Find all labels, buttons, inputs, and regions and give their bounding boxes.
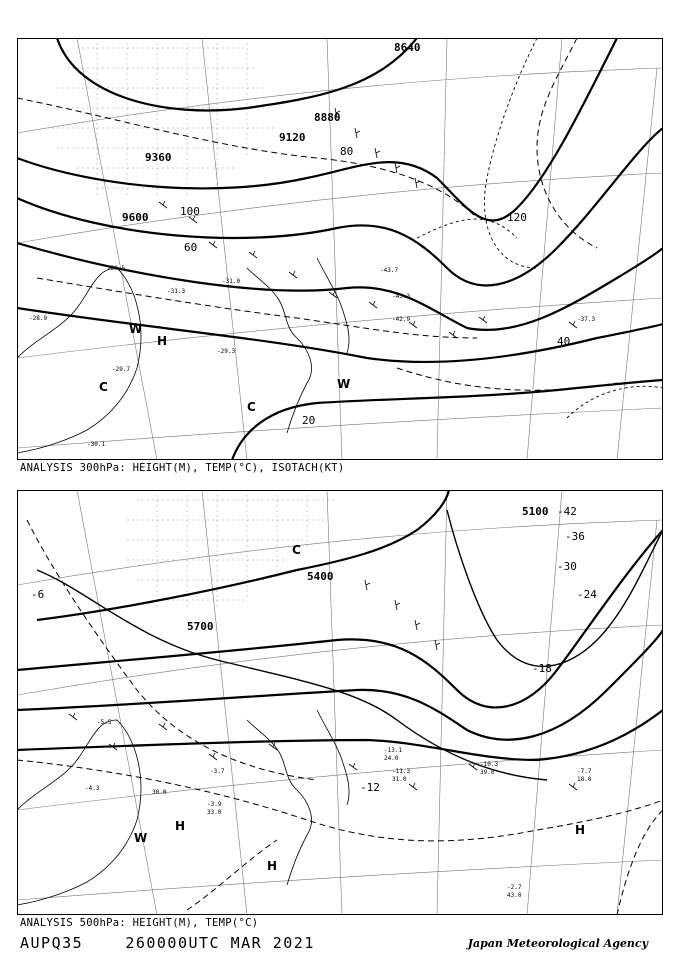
station-temp: -11.3	[392, 768, 411, 775]
height-labels	[122, 41, 421, 224]
height-label-5100: 5100	[522, 505, 549, 518]
station-temp: -7.7	[577, 768, 592, 775]
map-500hpa	[17, 490, 663, 915]
cold-hatch-area	[127, 495, 337, 610]
station-temp: -43.7	[380, 267, 399, 274]
station-temp: -29.7	[112, 366, 131, 373]
height-label-8880: 8880	[314, 111, 341, 124]
station-temp: -43.3	[392, 293, 411, 300]
warm-center: W	[129, 322, 143, 336]
high-center: H	[267, 859, 278, 873]
graticule	[17, 38, 663, 460]
temp-label-minus36: -36	[565, 530, 585, 543]
station-temp: -42.9	[392, 316, 411, 323]
station-dewpoint: 39.0	[480, 769, 495, 776]
station-dewpoint: 33.0	[207, 809, 222, 816]
caption-300hpa: ANALYSIS 300hPa: HEIGHT(M), TEMP(°C), ISOTACH(KT)	[20, 462, 345, 474]
bulletin-header	[20, 934, 315, 952]
station-temp: -29.3	[217, 348, 236, 355]
bulletin-code: AUPQ35	[20, 934, 84, 952]
station-temp: -3.7	[210, 768, 225, 775]
temp-label-minus42: -42	[557, 505, 577, 518]
station-temp: -37.3	[577, 316, 596, 323]
station-temp: -4.3	[85, 785, 100, 792]
jet-hatch-area	[47, 43, 277, 198]
station-dewpoint: 18.0	[577, 776, 592, 783]
caption-500hpa: ANALYSIS 500hPa: HEIGHT(M), TEMP(°C)	[20, 917, 259, 929]
valid-time: 260000UTC MAR 2021	[125, 934, 315, 952]
station-temp: -30.1	[87, 441, 106, 448]
station-temp: -2.7	[507, 884, 522, 891]
station-temp: -30.5	[107, 265, 126, 272]
warm-center: W	[134, 831, 148, 845]
map-500hpa-canvas	[17, 490, 663, 915]
station-dewpoint: 43.0	[507, 892, 522, 899]
height-label-5400: 5400	[307, 570, 334, 583]
temp-label-minus18: -18	[532, 662, 552, 675]
height-label-9600: 9600	[122, 211, 149, 224]
cold-center: C	[292, 543, 301, 557]
height-label-9360: 9360	[145, 151, 172, 164]
station-temp: -3.9	[207, 801, 222, 808]
station-temp: -31.3	[167, 288, 186, 295]
agency-name: Japan Meteorological Agency	[467, 937, 648, 950]
station-temp: -5.5	[97, 719, 112, 726]
station-temp: -10.3	[480, 761, 499, 768]
cold-center: C	[247, 400, 256, 414]
map-300hpa-canvas	[17, 38, 663, 460]
temp-label-minus24: -24	[577, 588, 597, 601]
height-label-8640: 8640	[394, 41, 421, 54]
station-temp: -31.0	[222, 278, 241, 285]
station-temp: -28.9	[29, 315, 48, 322]
high-center: H	[157, 334, 168, 348]
coastline	[17, 710, 349, 905]
temp-label-minus30: -30	[557, 560, 577, 573]
station-dewpoint: 31.0	[392, 776, 407, 783]
map-300hpa	[17, 38, 663, 460]
temperature-labels	[31, 505, 597, 794]
isotach-label-20: 20	[302, 414, 316, 427]
temp-label-minus12: -12	[360, 781, 380, 794]
station-temp: -13.1	[384, 747, 403, 754]
isotach-label-100: 100	[180, 205, 200, 218]
isotach-label-80: 80	[340, 145, 354, 158]
station-dewpoint: 30.0	[152, 789, 167, 796]
high-center: H	[575, 823, 586, 837]
high-center: H	[175, 819, 186, 833]
height-label-5700: 5700	[187, 620, 214, 633]
graticule	[17, 490, 663, 915]
isotach-label-120: 120	[507, 211, 527, 224]
temp-label-minus6: -6	[31, 588, 45, 601]
station-dewpoint: 24.0	[384, 755, 399, 762]
height-labels	[187, 505, 549, 633]
cold-center: C	[99, 380, 108, 394]
warm-center: W	[337, 377, 351, 391]
isotach-label-40: 40	[557, 335, 571, 348]
height-label-9120: 9120	[279, 131, 306, 144]
isotach-label-60: 60	[184, 241, 198, 254]
